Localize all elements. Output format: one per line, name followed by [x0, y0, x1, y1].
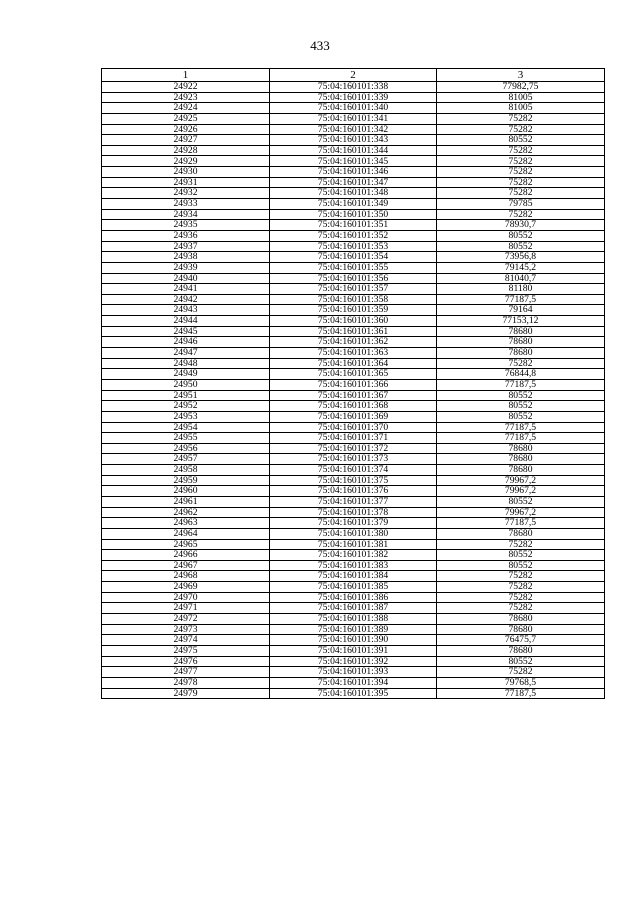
table-row: [102, 688, 605, 699]
value-cell: 78680: [437, 614, 605, 625]
row-number-cell: 24957: [102, 454, 270, 465]
table-row: [102, 518, 605, 529]
column-header-1: 1: [102, 69, 270, 82]
row-number-cell: 24925: [102, 113, 270, 124]
row-number-cell: 24971: [102, 603, 270, 614]
table-row: [102, 379, 605, 390]
cadastral-number-cell: 75:04:160101:338: [270, 82, 437, 93]
cadastral-number-cell: 75:04:160101:347: [270, 177, 437, 188]
value-cell: 78930,7: [437, 220, 605, 231]
cadastral-number-cell: 75:04:160101:374: [270, 465, 437, 476]
cadastral-number-cell: 75:04:160101:342: [270, 124, 437, 135]
value-cell: 75282: [437, 177, 605, 188]
table-row: [102, 316, 605, 327]
row-number-cell: 24941: [102, 284, 270, 295]
row-number-cell: 24927: [102, 135, 270, 146]
cadastral-number-cell: 75:04:160101:372: [270, 443, 437, 454]
cadastral-number-cell: 75:04:160101:385: [270, 582, 437, 593]
cadastral-number-cell: 75:04:160101:390: [270, 635, 437, 646]
cadastral-number-cell: 75:04:160101:344: [270, 145, 437, 156]
value-cell: 77187,5: [437, 518, 605, 529]
row-number-cell: 24924: [102, 103, 270, 114]
table-row: [102, 560, 605, 571]
cadastral-number-cell: 75:04:160101:362: [270, 337, 437, 348]
cadastral-number-cell: 75:04:160101:383: [270, 560, 437, 571]
row-number-cell: 24938: [102, 252, 270, 263]
value-cell: 80552: [437, 560, 605, 571]
table-row: [102, 401, 605, 412]
row-number-cell: 24929: [102, 156, 270, 167]
table-row: [102, 294, 605, 305]
value-cell: 75282: [437, 358, 605, 369]
cadastral-number-cell: 75:04:160101:392: [270, 656, 437, 667]
table-row: [102, 273, 605, 284]
cadastral-number-cell: 75:04:160101:345: [270, 156, 437, 167]
table-row: [102, 465, 605, 476]
cadastral-number-cell: 75:04:160101:367: [270, 390, 437, 401]
row-number-cell: 24931: [102, 177, 270, 188]
row-number-cell: 24935: [102, 220, 270, 231]
value-cell: 77187,5: [437, 294, 605, 305]
cadastral-number-cell: 75:04:160101:382: [270, 550, 437, 561]
table-row: [102, 220, 605, 231]
table-row: [102, 656, 605, 667]
cadastral-number-cell: 75:04:160101:355: [270, 262, 437, 273]
value-cell: 78680: [437, 645, 605, 656]
table-row: [102, 241, 605, 252]
cadastral-number-cell: 75:04:160101:389: [270, 624, 437, 635]
value-cell: 80552: [437, 550, 605, 561]
row-number-cell: 24936: [102, 230, 270, 241]
table-row: [102, 603, 605, 614]
table-row: [102, 677, 605, 688]
table-row: [102, 486, 605, 497]
value-cell: 80552: [437, 135, 605, 146]
cadastral-number-cell: 75:04:160101:348: [270, 188, 437, 199]
value-cell: 75282: [437, 113, 605, 124]
value-cell: 79164: [437, 305, 605, 316]
cadastral-number-cell: 75:04:160101:361: [270, 326, 437, 337]
row-number-cell: 24937: [102, 241, 270, 252]
cadastral-number-cell: 75:04:160101:353: [270, 241, 437, 252]
table-row: [102, 454, 605, 465]
row-number-cell: 24972: [102, 614, 270, 625]
value-cell: 78680: [437, 443, 605, 454]
value-cell: 75282: [437, 592, 605, 603]
table-row: [102, 358, 605, 369]
row-number-cell: 24967: [102, 560, 270, 571]
row-number-cell: 24961: [102, 496, 270, 507]
value-cell: 77153,12: [437, 316, 605, 327]
row-number-cell: 24964: [102, 528, 270, 539]
value-cell: 75282: [437, 667, 605, 678]
table-row: [102, 305, 605, 316]
cadastral-number-cell: 75:04:160101:376: [270, 486, 437, 497]
value-cell: 75282: [437, 571, 605, 582]
cadastral-number-cell: 75:04:160101:366: [270, 379, 437, 390]
row-number-cell: 24946: [102, 337, 270, 348]
table-row: [102, 145, 605, 156]
cadastral-number-cell: 75:04:160101:340: [270, 103, 437, 114]
value-cell: 79967,2: [437, 486, 605, 497]
value-cell: 80552: [437, 411, 605, 422]
value-cell: 75282: [437, 145, 605, 156]
table-row: [102, 124, 605, 135]
value-cell: 78680: [437, 465, 605, 476]
cadastral-number-cell: 75:04:160101:370: [270, 422, 437, 433]
cadastral-number-cell: 75:04:160101:395: [270, 688, 437, 699]
cadastral-number-cell: 75:04:160101:378: [270, 507, 437, 518]
cadastral-number-cell: 75:04:160101:380: [270, 528, 437, 539]
row-number-cell: 24942: [102, 294, 270, 305]
cadastral-number-cell: 75:04:160101:371: [270, 433, 437, 444]
value-cell: 79768,5: [437, 677, 605, 688]
cadastral-number-cell: 75:04:160101:350: [270, 209, 437, 220]
table-row: [102, 167, 605, 178]
cadastral-number-cell: 75:04:160101:391: [270, 645, 437, 656]
row-number-cell: 24975: [102, 645, 270, 656]
table-row: [102, 156, 605, 167]
row-number-cell: 24928: [102, 145, 270, 156]
value-cell: 81180: [437, 284, 605, 295]
table-row: [102, 539, 605, 550]
table-row: [102, 582, 605, 593]
table-row: [102, 645, 605, 656]
value-cell: 78680: [437, 337, 605, 348]
cadastral-number-cell: 75:04:160101:394: [270, 677, 437, 688]
cadastral-number-cell: 75:04:160101:386: [270, 592, 437, 603]
value-cell: 75282: [437, 156, 605, 167]
cadastral-number-cell: 75:04:160101:375: [270, 475, 437, 486]
row-number-cell: 24977: [102, 667, 270, 678]
table-row: [102, 667, 605, 678]
value-cell: 77187,5: [437, 433, 605, 444]
table-row: [102, 496, 605, 507]
cadastral-number-cell: 75:04:160101:368: [270, 401, 437, 412]
row-number-cell: 24952: [102, 401, 270, 412]
value-cell: 78680: [437, 326, 605, 337]
row-number-cell: 24956: [102, 443, 270, 454]
table-row: [102, 422, 605, 433]
row-number-cell: 24963: [102, 518, 270, 529]
table-row: [102, 262, 605, 273]
row-number-cell: 24953: [102, 411, 270, 422]
value-cell: 76844,8: [437, 369, 605, 380]
value-cell: 79967,2: [437, 507, 605, 518]
cadastral-number-cell: 75:04:160101:360: [270, 316, 437, 327]
cadastral-number-cell: 75:04:160101:384: [270, 571, 437, 582]
table-row: [102, 177, 605, 188]
row-number-cell: 24954: [102, 422, 270, 433]
value-cell: 81005: [437, 103, 605, 114]
row-number-cell: 24958: [102, 465, 270, 476]
row-number-cell: 24959: [102, 475, 270, 486]
table-body: [102, 82, 605, 699]
table-header-row: [102, 69, 605, 82]
row-number-cell: 24949: [102, 369, 270, 380]
row-number-cell: 24970: [102, 592, 270, 603]
row-number-cell: 24979: [102, 688, 270, 699]
table-row: [102, 284, 605, 295]
value-cell: 79785: [437, 199, 605, 210]
table-row: [102, 252, 605, 263]
table-row: [102, 103, 605, 114]
value-cell: 75282: [437, 209, 605, 220]
row-number-cell: 24939: [102, 262, 270, 273]
value-cell: 81040,7: [437, 273, 605, 284]
row-number-cell: 24974: [102, 635, 270, 646]
row-number-cell: 24933: [102, 199, 270, 210]
table-row: [102, 230, 605, 241]
value-cell: 73956,8: [437, 252, 605, 263]
row-number-cell: 24969: [102, 582, 270, 593]
page-number: 433: [310, 38, 330, 53]
cadastral-number-cell: 75:04:160101:388: [270, 614, 437, 625]
cadastral-number-cell: 75:04:160101:351: [270, 220, 437, 231]
table-row: [102, 614, 605, 625]
value-cell: 75282: [437, 539, 605, 550]
value-cell: 77187,5: [437, 688, 605, 699]
cadastral-number-cell: 75:04:160101:359: [270, 305, 437, 316]
row-number-cell: 24965: [102, 539, 270, 550]
row-number-cell: 24950: [102, 379, 270, 390]
value-cell: 81005: [437, 92, 605, 103]
value-cell: 78680: [437, 348, 605, 359]
value-cell: 80552: [437, 241, 605, 252]
cadastral-number-cell: 75:04:160101:373: [270, 454, 437, 465]
row-number-cell: 24955: [102, 433, 270, 444]
cadastral-number-cell: 75:04:160101:387: [270, 603, 437, 614]
value-cell: 80552: [437, 656, 605, 667]
row-number-cell: 24966: [102, 550, 270, 561]
value-cell: 77982,75: [437, 82, 605, 93]
cadastral-number-cell: 75:04:160101:343: [270, 135, 437, 146]
cadastral-number-cell: 75:04:160101:356: [270, 273, 437, 284]
table-row: [102, 209, 605, 220]
value-cell: 80552: [437, 401, 605, 412]
row-number-cell: 24976: [102, 656, 270, 667]
cadastral-number-cell: 75:04:160101:341: [270, 113, 437, 124]
table-row: [102, 443, 605, 454]
row-number-cell: 24973: [102, 624, 270, 635]
row-number-cell: 24951: [102, 390, 270, 401]
value-cell: 77187,5: [437, 379, 605, 390]
cadastral-number-cell: 75:04:160101:377: [270, 496, 437, 507]
row-number-cell: 24978: [102, 677, 270, 688]
row-number-cell: 24940: [102, 273, 270, 284]
cadastral-number-cell: 75:04:160101:352: [270, 230, 437, 241]
row-number-cell: 24944: [102, 316, 270, 327]
value-cell: 78680: [437, 528, 605, 539]
cadastral-number-cell: 75:04:160101:393: [270, 667, 437, 678]
row-number-cell: 24948: [102, 358, 270, 369]
table-row: [102, 369, 605, 380]
value-cell: 77187,5: [437, 422, 605, 433]
cadastral-number-cell: 75:04:160101:363: [270, 348, 437, 359]
cadastral-number-cell: 75:04:160101:381: [270, 539, 437, 550]
value-cell: 80552: [437, 496, 605, 507]
row-number-cell: 24960: [102, 486, 270, 497]
table-row: [102, 635, 605, 646]
table-row: [102, 411, 605, 422]
value-cell: 75282: [437, 582, 605, 593]
row-number-cell: 24945: [102, 326, 270, 337]
cadastral-number-cell: 75:04:160101:379: [270, 518, 437, 529]
table-row: [102, 433, 605, 444]
table-row: [102, 592, 605, 603]
cadastral-number-cell: 75:04:160101:354: [270, 252, 437, 263]
row-number-cell: 24962: [102, 507, 270, 518]
value-cell: 79967,2: [437, 475, 605, 486]
table-row: [102, 390, 605, 401]
table-row: [102, 326, 605, 337]
row-number-cell: 24947: [102, 348, 270, 359]
value-cell: 76475,7: [437, 635, 605, 646]
value-cell: 79145,2: [437, 262, 605, 273]
cadastral-number-cell: 75:04:160101:346: [270, 167, 437, 178]
row-number-cell: 24943: [102, 305, 270, 316]
table-row: [102, 92, 605, 103]
cadastral-number-cell: 75:04:160101:364: [270, 358, 437, 369]
table-row: [102, 624, 605, 635]
value-cell: 75282: [437, 124, 605, 135]
table-row: [102, 337, 605, 348]
cadastral-number-cell: 75:04:160101:349: [270, 199, 437, 210]
value-cell: 78680: [437, 624, 605, 635]
table-row: [102, 571, 605, 582]
cadastral-number-cell: 75:04:160101:369: [270, 411, 437, 422]
column-header-3: 3: [437, 69, 605, 82]
cadastral-number-cell: 75:04:160101:358: [270, 294, 437, 305]
table-row: [102, 475, 605, 486]
row-number-cell: 24934: [102, 209, 270, 220]
table-row: [102, 550, 605, 561]
cadastral-number-cell: 75:04:160101:339: [270, 92, 437, 103]
data-table: [101, 68, 605, 699]
row-number-cell: 24922: [102, 82, 270, 93]
table-row: [102, 188, 605, 199]
row-number-cell: 24932: [102, 188, 270, 199]
table-row: [102, 528, 605, 539]
row-number-cell: 24930: [102, 167, 270, 178]
cadastral-number-cell: 75:04:160101:357: [270, 284, 437, 295]
value-cell: 75282: [437, 603, 605, 614]
table-row: [102, 507, 605, 518]
table-row: [102, 135, 605, 146]
table-row: [102, 113, 605, 124]
value-cell: 80552: [437, 230, 605, 241]
column-header-2: 2: [270, 69, 437, 82]
value-cell: 75282: [437, 188, 605, 199]
value-cell: 75282: [437, 167, 605, 178]
table-row: [102, 348, 605, 359]
value-cell: 78680: [437, 454, 605, 465]
row-number-cell: 24923: [102, 92, 270, 103]
value-cell: 80552: [437, 390, 605, 401]
row-number-cell: 24968: [102, 571, 270, 582]
row-number-cell: 24926: [102, 124, 270, 135]
table-row: [102, 82, 605, 93]
cadastral-number-cell: 75:04:160101:365: [270, 369, 437, 380]
table-row: [102, 199, 605, 210]
